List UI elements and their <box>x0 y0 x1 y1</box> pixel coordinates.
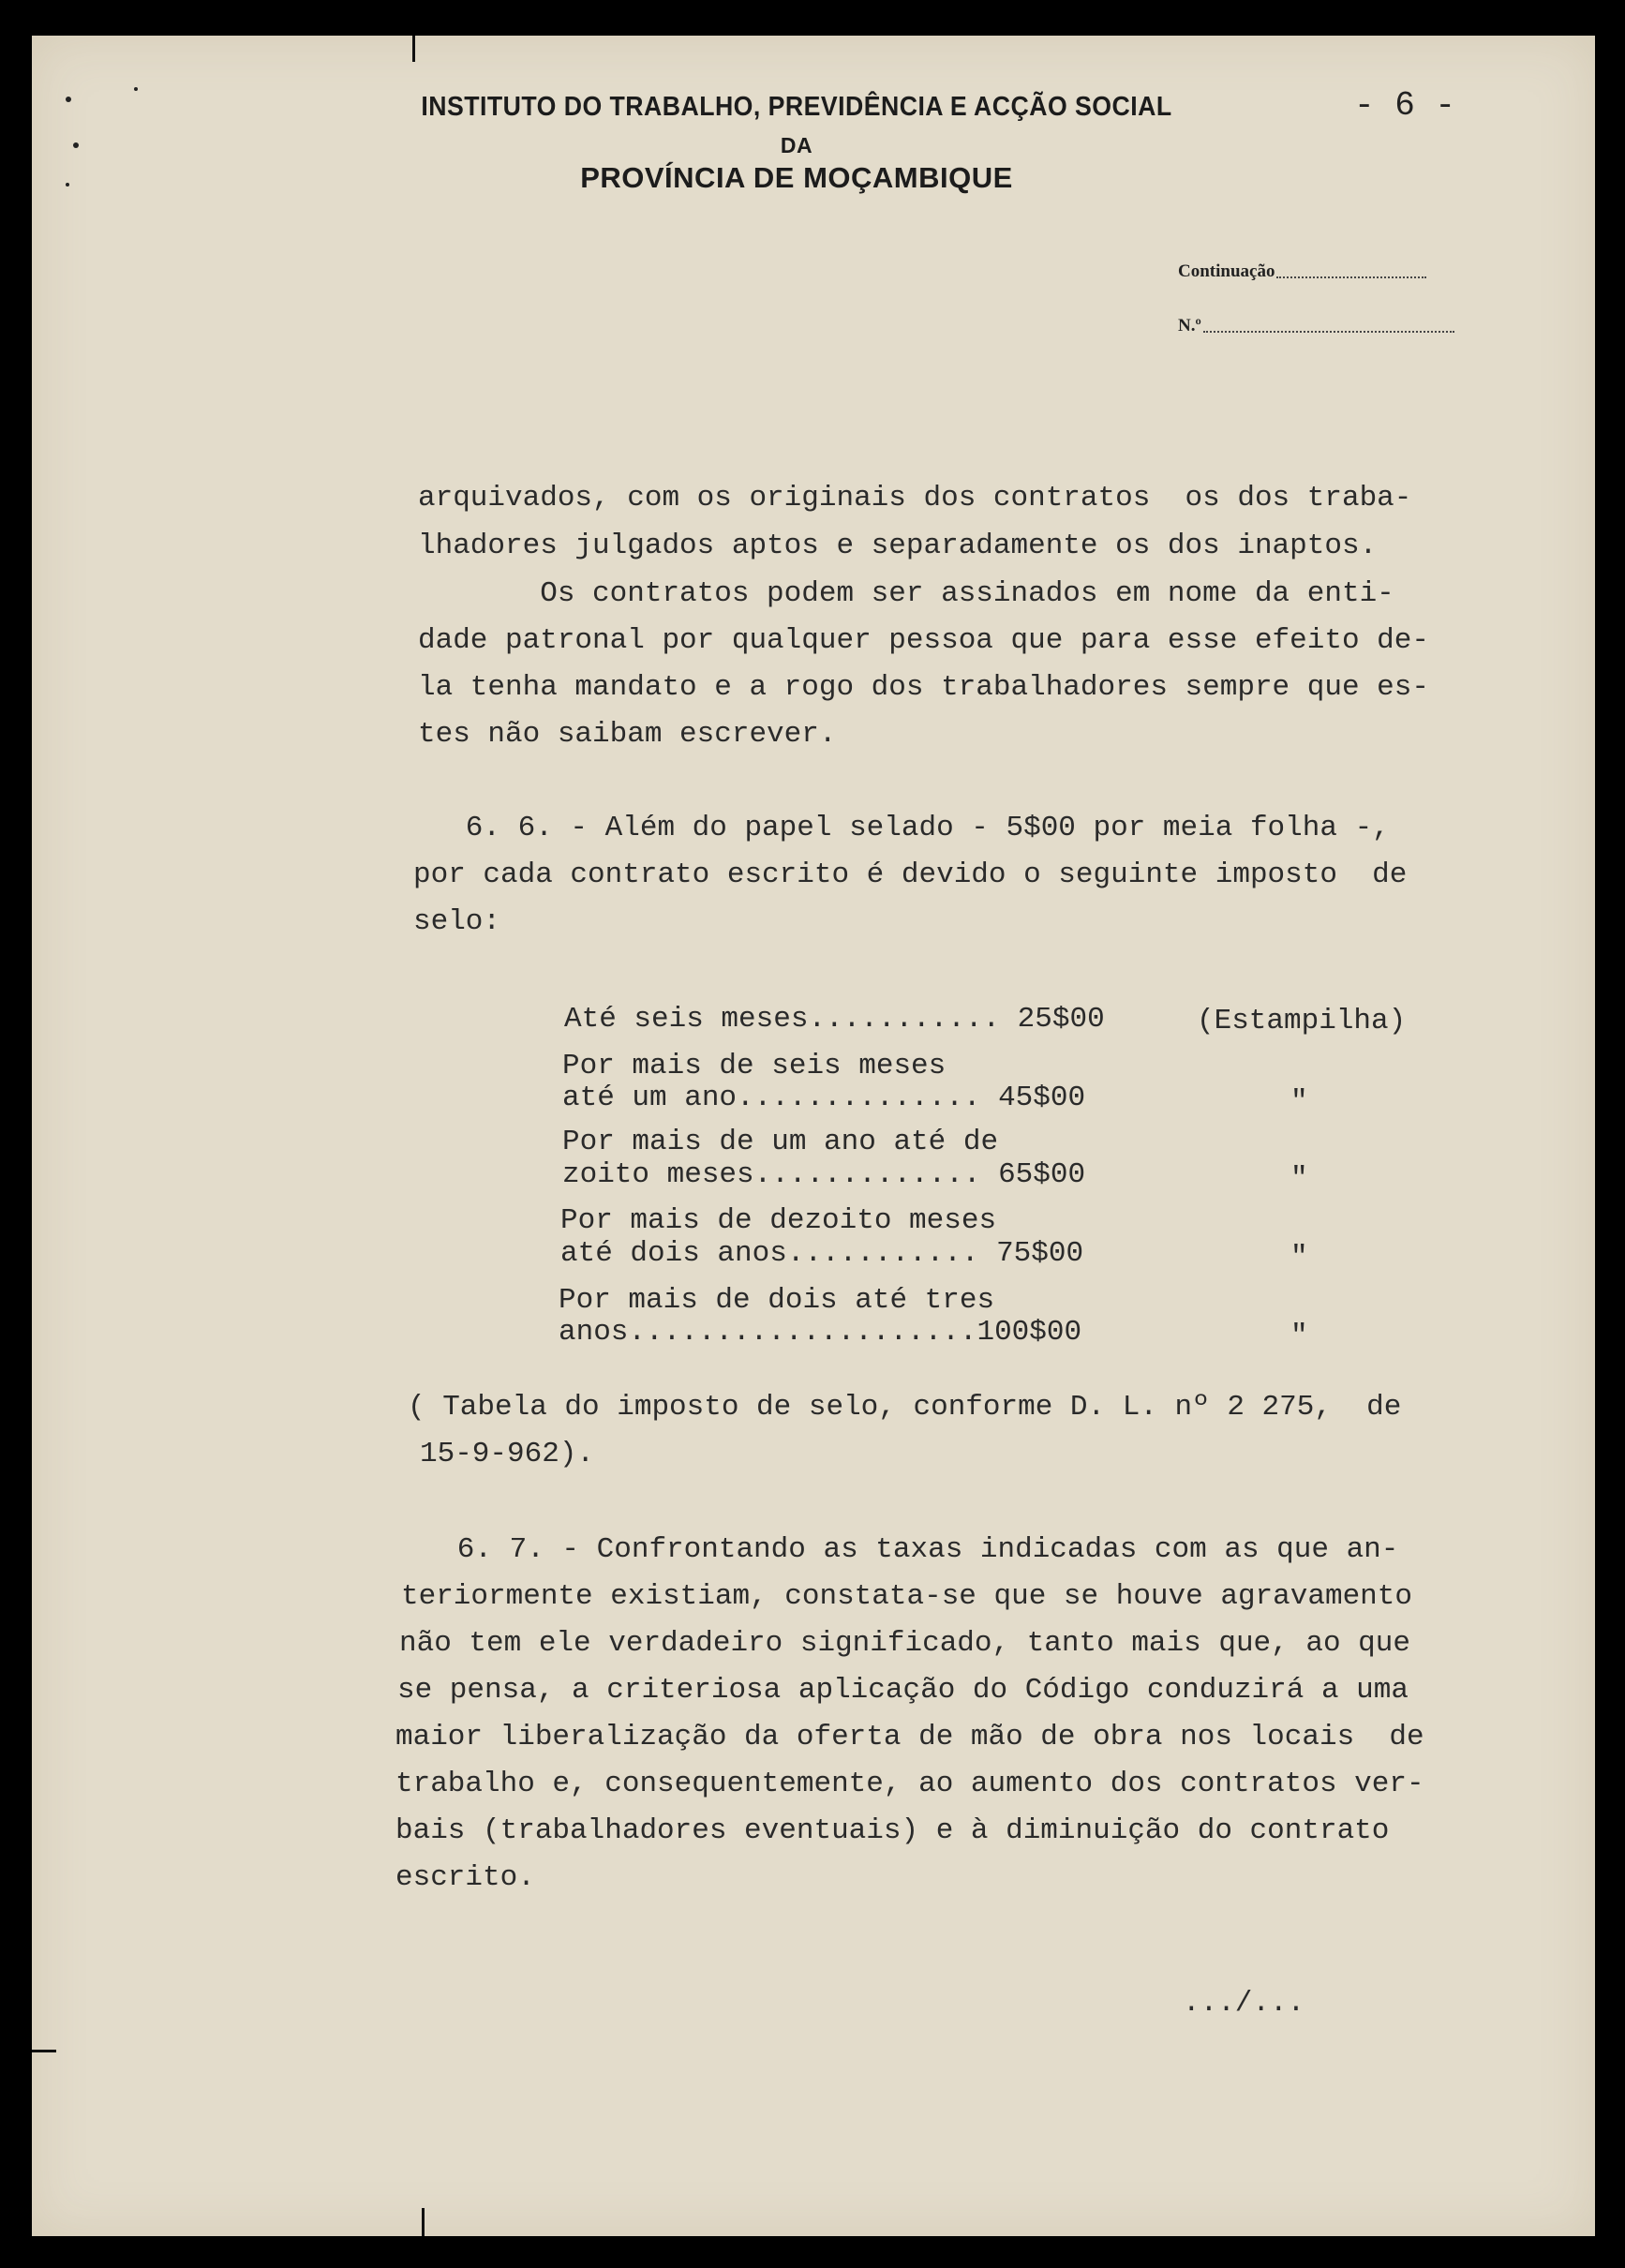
tax-row-text: Por mais de dezoito meses <box>560 1204 997 1237</box>
tax-row-text: Por mais de seis meses <box>562 1050 947 1082</box>
tax-row-note: (Estampilha) <box>1197 1005 1407 1037</box>
tax-row-text: até dois anos........... 75$00 <box>560 1237 1084 1270</box>
numero-label: N.º <box>1178 316 1201 336</box>
tax-row-note: " <box>1290 1162 1308 1195</box>
tax-row-text: zoito meses............. 65$00 <box>562 1158 1086 1191</box>
body-line: por cada contrato escrito é devido o seguinte imposto de <box>413 858 1408 891</box>
tax-row-text: até um ano.............. 45$00 <box>562 1082 1086 1114</box>
body-line: 15-9-962). <box>420 1438 595 1470</box>
binding-mark-bottom <box>422 2208 425 2236</box>
continuacao-dotted-line <box>1276 273 1426 278</box>
speck <box>66 97 71 102</box>
numero-field <box>1178 316 1454 336</box>
tax-row-note: " <box>1290 1320 1308 1352</box>
tax-row-text: anos....................100$00 <box>559 1316 1082 1349</box>
body-line: lhadores julgados aptos e separadamente os dos inaptos. <box>418 530 1378 562</box>
body-line: ( Tabela do imposto de selo, conforme D. L. nº 2 275, de <box>408 1391 1402 1424</box>
body-line: maior liberalização da oferta de mão de obra nos locais de <box>395 1721 1424 1753</box>
tax-row-text: Por mais de dois até tres <box>559 1284 995 1317</box>
body-line: se pensa, a criteriosa aplicação do Código conduzirá a uma <box>397 1674 1409 1707</box>
numero-dotted-line <box>1203 327 1454 333</box>
body-line: não tem ele verdadeiro significado, tanto mais que, ao que <box>399 1627 1410 1660</box>
institution-connector: DA <box>780 133 813 157</box>
body-line: tes não saibam escrever. <box>418 718 837 751</box>
tax-row-text: Por mais de um ano até de <box>562 1126 999 1158</box>
binding-mark-left <box>32 2050 56 2052</box>
speck <box>73 142 79 148</box>
body-line: trabalho e, consequentemente, ao aumento dos contratos ver- <box>395 1768 1424 1800</box>
body-line: arquivados, com os originais dos contratos os dos traba- <box>418 482 1412 515</box>
continuacao-label: Continuação <box>1178 261 1275 281</box>
body-line: teriormente existiam, constata-se que se houve agravamento <box>401 1580 1412 1613</box>
page-number: - 6 - <box>1354 86 1456 125</box>
body-line: Os contratos podem ser assinados em nome da enti- <box>418 577 1394 610</box>
speck <box>66 183 69 187</box>
province-name: PROVÍNCIA DE MOÇAMBIQUE <box>580 161 1013 194</box>
continuation-marker: .../... <box>1183 1987 1305 2020</box>
body-line: bais (trabalhadores eventuais) e à diminuição do contrato <box>395 1814 1390 1847</box>
body-line: 6. 7. - Confrontando as taxas indicadas com as que an- <box>405 1533 1399 1566</box>
body-line: 6. 6. - Além do papel selado - 5$00 por meia folha -, <box>413 812 1390 844</box>
speck <box>134 87 138 91</box>
body-line: dade patronal por qualquer pessoa que para esse efeito de- <box>418 624 1429 657</box>
institution-name: INSTITUTO DO TRABALHO, PREVIDÊNCIA E ACÇÃO SOCIAL <box>421 92 1172 122</box>
continuacao-field <box>1178 261 1426 282</box>
binding-mark-top <box>412 36 415 62</box>
tax-row-note: " <box>1290 1085 1308 1118</box>
body-line: escrito. <box>395 1861 535 1894</box>
body-line: selo: <box>413 905 501 938</box>
tax-row-text: Até seis meses........... 25$00 <box>564 1003 1105 1036</box>
body-line: la tenha mandato e a rogo dos trabalhadores sempre que es- <box>418 671 1429 704</box>
tax-row-note: " <box>1290 1241 1308 1274</box>
